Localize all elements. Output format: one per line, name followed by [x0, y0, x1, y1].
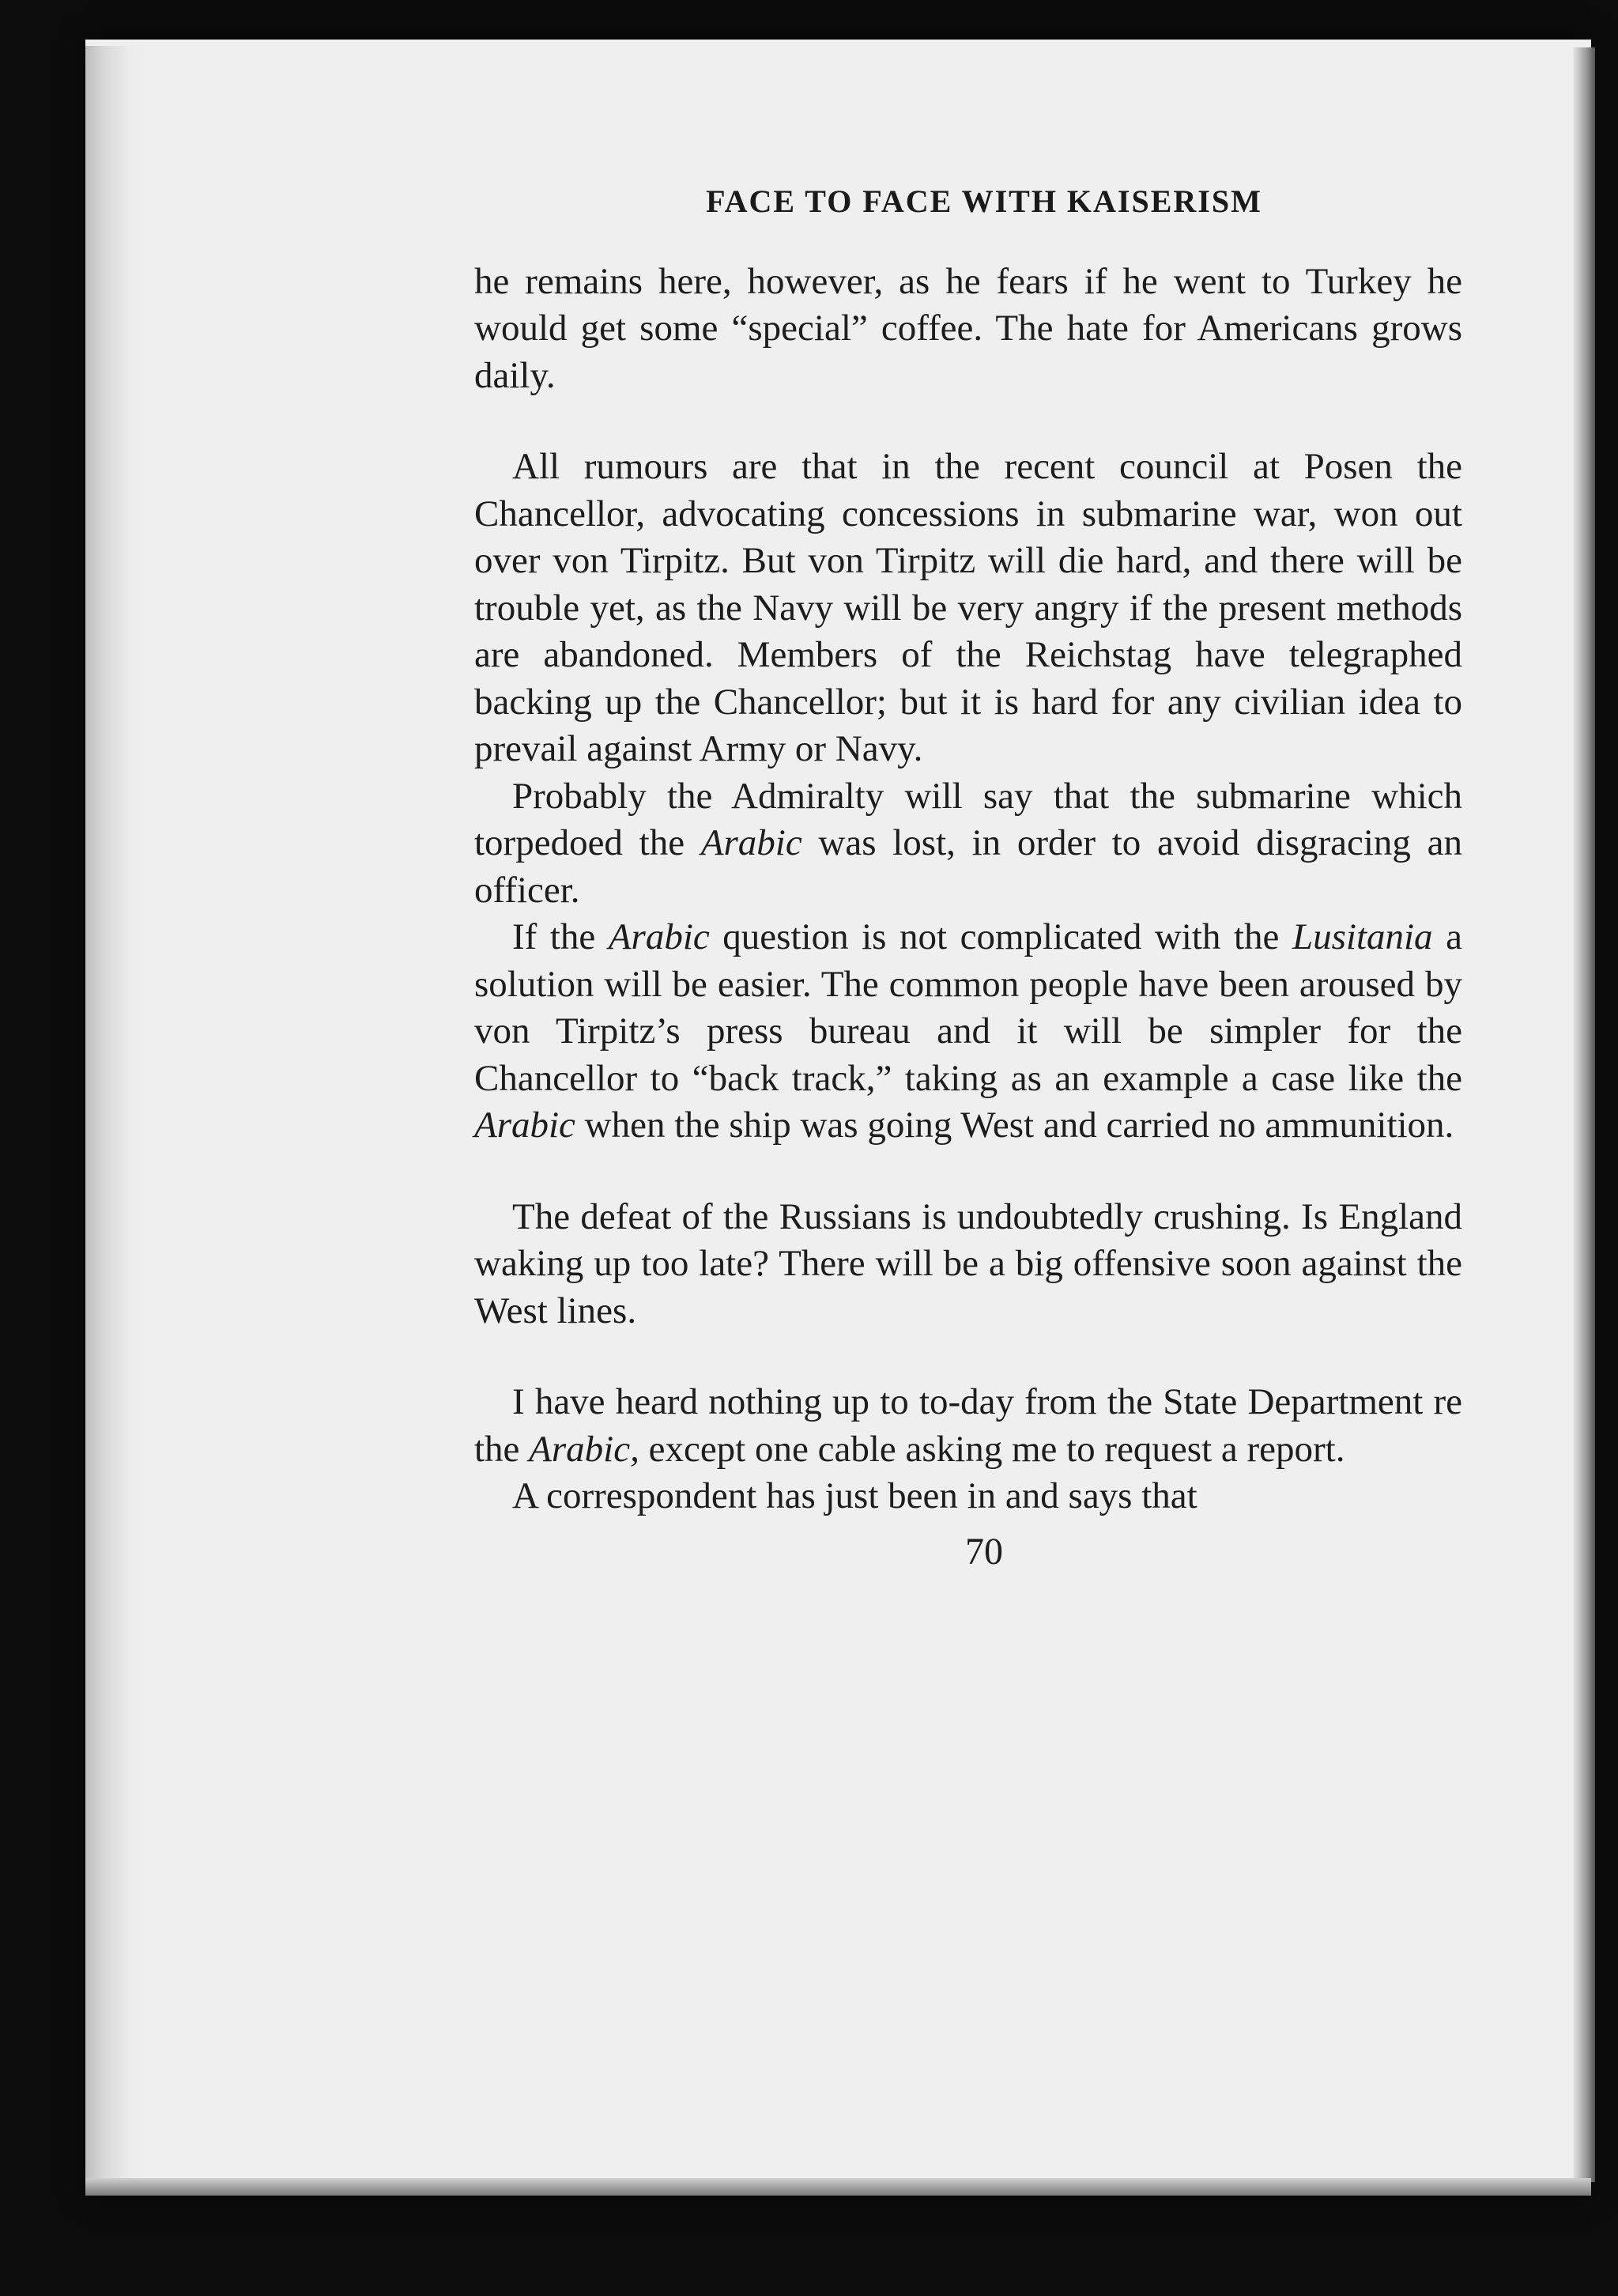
text-run: If the	[512, 916, 609, 957]
italic-title: Lusitania	[1292, 916, 1433, 957]
text-run: A correspondent has just been in and says that	[512, 1475, 1197, 1516]
text-run: a solution will be easier. The common people have been aroused by von Tirpitz’s press bureau and it will be simpler for the Chancellor to “back track,” taking as an example a case like the	[474, 916, 1462, 1099]
text-run: he remains here, however, as he fears if he went to Turkey he would get some “special” coffee. The hate for Americans grows daily.	[474, 260, 1462, 396]
paragraph	[474, 444, 1462, 773]
paragraph	[474, 914, 1462, 1150]
text-run: except one cable asking me to request a report.	[639, 1428, 1345, 1470]
text-run: The defeat of the Russians is undoubtedly crushing. Is England waking up too late? There will be a big offensive soon against the West lines.	[474, 1195, 1462, 1331]
italic-title: Arabic,	[529, 1428, 639, 1470]
running-head: FACE TO FACE WITH KAISERISM	[706, 183, 1262, 219]
section-break	[474, 399, 1462, 444]
paragraph	[474, 259, 1462, 400]
page-bottom-edge	[85, 2178, 1591, 2196]
paragraph	[474, 1379, 1462, 1473]
text-run: Probably the Admiralty will say that the submarine which torpedoed the	[474, 775, 1462, 863]
text-run: when the ship was going West and carried no ammunition.	[575, 1105, 1454, 1146]
page-gutter-shadow	[85, 46, 149, 2188]
section-break	[474, 1335, 1462, 1379]
text-run: question is not complicated with the	[709, 916, 1292, 957]
italic-title: Arabic	[608, 916, 710, 957]
paragraph	[474, 773, 1462, 915]
paragraph	[474, 1194, 1462, 1335]
paragraph	[474, 1473, 1462, 1520]
italic-title: Arabic	[474, 1105, 575, 1146]
text-run: was lost, in order to avoid disgracing an officer.	[474, 822, 1462, 911]
page-right-edge	[1573, 47, 1595, 2182]
body-text	[474, 259, 1462, 1520]
text-run: I have heard nothing up to to-day from the State Department re the	[474, 1381, 1462, 1470]
page-number: 70	[965, 1530, 1003, 1573]
section-break	[474, 1150, 1462, 1194]
text-block	[474, 178, 1462, 1575]
italic-title: Arabic	[700, 822, 802, 863]
text-run: All rumours are that in the recent council at Posen the Chancellor, advocating concessions in submarine war, won out over von Tirpitz. But von Tirpitz will die hard, and there will be trouble yet, as the Navy will be very angry if the present methods are abandoned. Members of the Reichstag have telegraphed backing up the Chancellor; but it is hard for any civilian idea to prevail against Army or Navy.	[474, 446, 1462, 769]
